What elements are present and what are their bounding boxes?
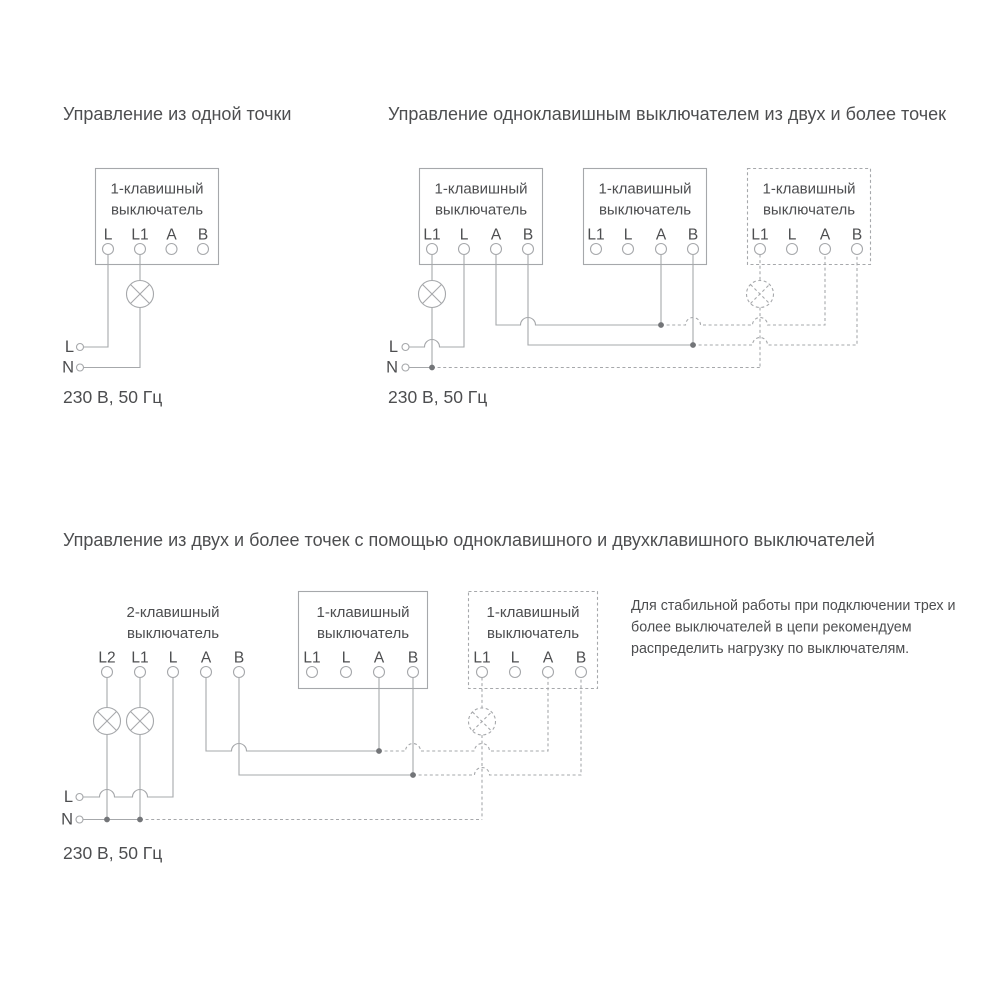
terminal-label: L1 — [131, 226, 149, 244]
terminal-label: B — [575, 649, 587, 667]
terminal-circle — [656, 244, 667, 255]
diagram-title: Управление одноклавишным выключателем из двух и более точек — [388, 104, 946, 124]
junction-dot — [137, 817, 143, 823]
lamp-icon-optional — [747, 281, 774, 308]
terminal-circle — [510, 667, 521, 678]
diagram-title: Управление из двух и более точек с помощью одноклавишного и двухклавишного выключателей — [63, 530, 875, 550]
switch-name: 1-клавишный — [762, 180, 856, 198]
switch-name: 1-клавишный — [434, 180, 528, 198]
switch-box — [96, 169, 219, 265]
terminal-circle — [576, 667, 587, 678]
terminal-circle — [408, 667, 419, 678]
note-line: Для стабильной работы при подключении трех и — [631, 598, 956, 614]
terminal-label: A — [200, 649, 212, 667]
note-line: более выключателей в цепи рекомендуем — [631, 619, 912, 636]
wire-b-bus-solid — [528, 255, 693, 346]
terminal-label: L2 — [98, 649, 116, 667]
phase-label: L — [64, 338, 74, 356]
phase-terminal — [77, 344, 84, 351]
terminal-label: L — [510, 649, 520, 667]
terminal-circle — [459, 244, 470, 255]
wire-b-bus-dashed — [413, 678, 581, 776]
wire-a-bus-dashed — [661, 255, 825, 326]
terminal-label: L — [103, 226, 113, 244]
switch-name: выключатель — [110, 201, 204, 219]
terminal-circle — [341, 667, 352, 678]
terminal-circle — [135, 667, 146, 678]
terminal-circle — [477, 667, 488, 678]
terminal-circle — [198, 244, 209, 255]
junction-dot — [410, 772, 416, 778]
terminal-label: L — [168, 649, 178, 667]
terminal-label: L1 — [303, 649, 321, 667]
diagram-mixed-switches — [61, 530, 955, 863]
terminal-circle — [491, 244, 502, 255]
switch-name: 1-клавишный — [110, 180, 204, 198]
terminal-label: L1 — [473, 649, 491, 667]
neutral-label: N — [62, 358, 74, 377]
lamp-icon-optional — [469, 708, 496, 735]
terminal-label: A — [819, 226, 831, 244]
terminal-label: L — [459, 226, 469, 244]
phase-label: L — [388, 338, 398, 356]
terminal-circle — [168, 667, 179, 678]
terminal-circle — [543, 667, 554, 678]
terminal-circle — [820, 244, 831, 255]
terminal-circle — [787, 244, 798, 255]
terminal-circle — [591, 244, 602, 255]
switch-name: 1-клавишный — [598, 180, 692, 198]
terminal-label: B — [197, 226, 209, 244]
terminal-label: B — [687, 226, 699, 244]
wire-phase-to-switch — [84, 255, 109, 348]
terminal-label: A — [373, 649, 385, 667]
junction-dot — [376, 748, 382, 754]
switch-name: выключатель — [486, 625, 580, 642]
switch-box-3-optional — [748, 169, 871, 265]
terminal-label: B — [407, 649, 419, 667]
lamp-icon — [419, 281, 446, 308]
junction-dot — [658, 322, 664, 328]
phase-terminal — [402, 344, 409, 351]
terminal-circle — [307, 667, 318, 678]
switch-name: 1-клавишный — [486, 604, 580, 621]
terminal-label: L1 — [423, 226, 441, 244]
switch-name: выключатель — [598, 201, 692, 219]
terminal-label: B — [233, 649, 245, 667]
lamp-icon — [127, 281, 154, 308]
neutral-label: N — [386, 358, 398, 377]
terminal-circle — [523, 244, 534, 255]
wire-lamp-to-neutral — [84, 308, 141, 368]
terminal-circle — [852, 244, 863, 255]
terminal-label: B — [851, 226, 863, 244]
terminal-label: L1 — [131, 649, 149, 667]
wire-phase-to-switch — [409, 255, 464, 348]
neutral-terminal — [76, 816, 83, 823]
wire-b-bus-solid — [239, 678, 413, 776]
switch-name: выключатель — [434, 201, 528, 219]
terminal-circle — [103, 244, 114, 255]
terminal-circle — [688, 244, 699, 255]
terminal-circle — [234, 667, 245, 678]
lamp-icon — [127, 708, 154, 735]
terminal-label: L — [787, 226, 797, 244]
terminal-circle — [201, 667, 212, 678]
switch-name: 1-клавишный — [316, 604, 410, 621]
phase-terminal — [76, 794, 83, 801]
diagram-one-key-multi-point — [386, 104, 946, 407]
diagram-title: Управление из одной точки — [63, 104, 292, 124]
terminal-circle — [135, 244, 146, 255]
supply-rating: 230 В, 50 Гц — [63, 843, 163, 863]
terminal-label: L — [341, 649, 351, 667]
terminal-label: A — [490, 226, 502, 244]
terminal-label: L1 — [751, 226, 769, 244]
terminal-label: A — [166, 226, 177, 244]
terminal-label: B — [522, 226, 534, 244]
junction-dot — [690, 342, 696, 348]
junction-dot — [104, 817, 110, 823]
phase-label: L — [63, 788, 73, 806]
terminal-circle — [427, 244, 438, 255]
neutral-terminal — [402, 364, 409, 371]
terminal-label: L1 — [587, 226, 605, 244]
switch-name: 2-клавишный — [126, 604, 220, 621]
wire-b-bus-dashed — [693, 255, 857, 346]
switch-box-2 — [299, 592, 428, 689]
junction-dot — [429, 365, 435, 371]
supply-rating: 230 В, 50 Гц — [63, 387, 163, 407]
terminal-label: L — [623, 226, 633, 244]
terminal-circle — [623, 244, 634, 255]
neutral-label: N — [61, 810, 73, 829]
switch-box-1 — [420, 169, 543, 265]
terminal-circle — [755, 244, 766, 255]
switch-box-3-optional — [469, 592, 598, 689]
switch-name: выключатель — [126, 625, 220, 642]
note-text — [631, 598, 956, 657]
note-line: распределить нагрузку по выключателям. — [631, 641, 910, 657]
switch-box-2 — [584, 169, 707, 265]
terminal-label: A — [542, 649, 554, 667]
switch-name: выключатель — [762, 201, 856, 219]
switch-name: выключатель — [316, 625, 410, 642]
diagram-control-from-one-point — [62, 104, 291, 407]
lamp-icon — [94, 708, 121, 735]
switch-two-key — [98, 604, 244, 678]
terminal-circle — [166, 244, 177, 255]
terminal-circle — [102, 667, 113, 678]
supply-rating: 230 В, 50 Гц — [388, 387, 488, 407]
wire-a-bus-solid — [496, 255, 661, 326]
terminal-label: A — [655, 226, 667, 244]
terminal-circle — [374, 667, 385, 678]
wire-phase-to-switch — [83, 678, 173, 798]
neutral-terminal — [77, 364, 84, 371]
